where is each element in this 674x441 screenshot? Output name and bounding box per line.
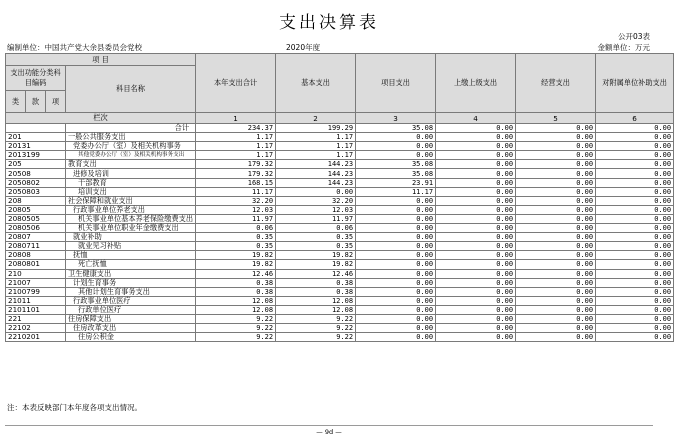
header-col-upper: 上缴上级支出 bbox=[436, 54, 516, 113]
row-business-value: 0.00 bbox=[516, 214, 596, 223]
row-business-value: 0.00 bbox=[516, 205, 596, 214]
row-subsidy-value: 0.00 bbox=[596, 160, 674, 169]
row-total-value: 1.17 bbox=[196, 133, 276, 142]
row-upper-value: 0.00 bbox=[436, 133, 516, 142]
page-number: — 9d — bbox=[316, 428, 342, 436]
page-title: 支出决算表 bbox=[279, 13, 379, 33]
table-row bbox=[6, 260, 674, 269]
row-project-value: 0.00 bbox=[356, 233, 436, 242]
row-business-value: 0.00 bbox=[516, 278, 596, 287]
row-subsidy-value: 0.00 bbox=[596, 314, 674, 323]
row-business-value: 0.00 bbox=[516, 233, 596, 242]
row-project-value: 0.00 bbox=[356, 142, 436, 151]
row-total-value: 19.82 bbox=[196, 260, 276, 269]
row-business-value: 0.00 bbox=[516, 314, 596, 323]
row-project-value: 0.00 bbox=[356, 260, 436, 269]
row-name: 行政单位医疗 bbox=[66, 305, 196, 314]
row-upper-value: 0.00 bbox=[436, 260, 516, 269]
row-total-value: 179.32 bbox=[196, 169, 276, 178]
row-basic-value: 1.17 bbox=[276, 151, 356, 160]
row-name: 党委办公厅（室）及相关机构事务 bbox=[66, 142, 196, 151]
row-project-value: 0.00 bbox=[356, 196, 436, 205]
row-business-value: 0.00 bbox=[516, 160, 596, 169]
header-col-total: 本年支出合计 bbox=[196, 54, 276, 113]
form-number: 公开03表 bbox=[617, 32, 650, 41]
row-basic-value: 19.82 bbox=[276, 260, 356, 269]
row-subsidy-value: 0.00 bbox=[596, 205, 674, 214]
row-code: 205 bbox=[6, 160, 66, 169]
row-upper-value: 0.00 bbox=[436, 324, 516, 333]
row-subsidy-value: 0.00 bbox=[596, 260, 674, 269]
row-upper-value: 0.00 bbox=[436, 224, 516, 233]
row-basic-value: 144.23 bbox=[276, 178, 356, 187]
row-project-value: 0.00 bbox=[356, 296, 436, 305]
row-total-value: 0.35 bbox=[196, 233, 276, 242]
row-basic-value: 0.06 bbox=[276, 224, 356, 233]
row-subsidy-value: 0.00 bbox=[596, 187, 674, 196]
row-name: 行政事业单位医疗 bbox=[66, 296, 196, 305]
row-name: 住房改革支出 bbox=[66, 324, 196, 333]
row-code: 21007 bbox=[6, 278, 66, 287]
row-name: 其他党委办公厅（室）及相关机构事务支出 bbox=[66, 151, 196, 160]
table-row bbox=[6, 269, 674, 278]
row-basic-value: 199.29 bbox=[276, 124, 356, 133]
row-subsidy-value: 0.00 bbox=[596, 233, 674, 242]
row-subsidy-value: 0.00 bbox=[596, 251, 674, 260]
header-col-number: 3 bbox=[356, 113, 436, 124]
header-col-subsidy: 对附属单位补助支出 bbox=[596, 54, 674, 113]
row-subsidy-value: 0.00 bbox=[596, 296, 674, 305]
row-total-value: 9.22 bbox=[196, 324, 276, 333]
header-code-group: 支出功能分类科目编码 bbox=[6, 66, 66, 91]
table-row bbox=[6, 151, 674, 160]
row-upper-value: 0.00 bbox=[436, 205, 516, 214]
row-name: 其他计划生育事务支出 bbox=[66, 287, 196, 296]
row-upper-value: 0.00 bbox=[436, 278, 516, 287]
table-row bbox=[6, 160, 674, 169]
row-name: 死亡抚恤 bbox=[66, 260, 196, 269]
row-business-value: 0.00 bbox=[516, 324, 596, 333]
row-total-value: 32.20 bbox=[196, 196, 276, 205]
row-subsidy-value: 0.00 bbox=[596, 196, 674, 205]
table-body bbox=[6, 124, 674, 342]
row-upper-value: 0.00 bbox=[436, 305, 516, 314]
row-project-value: 0.00 bbox=[356, 242, 436, 251]
table-row bbox=[6, 278, 674, 287]
row-subsidy-value: 0.00 bbox=[596, 224, 674, 233]
row-code: 20808 bbox=[6, 251, 66, 260]
row-subsidy-value: 0.00 bbox=[596, 214, 674, 223]
row-upper-value: 0.00 bbox=[436, 151, 516, 160]
row-total-value: 9.22 bbox=[196, 314, 276, 323]
header-col-business: 经营支出 bbox=[516, 54, 596, 113]
row-project-value: 0.00 bbox=[356, 287, 436, 296]
row-project-value: 0.00 bbox=[356, 314, 436, 323]
row-upper-value: 0.00 bbox=[436, 233, 516, 242]
row-upper-value: 0.00 bbox=[436, 333, 516, 342]
row-name: 卫生健康支出 bbox=[66, 269, 196, 278]
fiscal-year: 2020年度 bbox=[286, 43, 321, 52]
row-code: 20131 bbox=[6, 142, 66, 151]
row-name: 合计 bbox=[66, 124, 196, 133]
row-code: 2080506 bbox=[6, 224, 66, 233]
row-name: 就业见习补贴 bbox=[66, 242, 196, 251]
row-upper-value: 0.00 bbox=[436, 214, 516, 223]
row-code: 2080801 bbox=[6, 260, 66, 269]
row-name: 抚恤 bbox=[66, 251, 196, 260]
row-total-value: 168.15 bbox=[196, 178, 276, 187]
table-row bbox=[6, 296, 674, 305]
row-name: 住房公积金 bbox=[66, 333, 196, 342]
row-code: 2080711 bbox=[6, 242, 66, 251]
row-subsidy-value: 0.00 bbox=[596, 305, 674, 314]
row-project-value: 0.00 bbox=[356, 214, 436, 223]
row-name: 机关事业单位职业年金缴费支出 bbox=[66, 224, 196, 233]
row-subsidy-value: 0.00 bbox=[596, 269, 674, 278]
row-subsidy-value: 0.00 bbox=[596, 242, 674, 251]
row-project-value: 0.00 bbox=[356, 224, 436, 233]
row-basic-value: 1.17 bbox=[276, 133, 356, 142]
row-basic-value: 0.35 bbox=[276, 242, 356, 251]
row-basic-value: 9.22 bbox=[276, 314, 356, 323]
row-project-value: 35.08 bbox=[356, 160, 436, 169]
row-business-value: 0.00 bbox=[516, 142, 596, 151]
row-basic-value: 9.22 bbox=[276, 324, 356, 333]
row-basic-value: 12.46 bbox=[276, 269, 356, 278]
row-total-value: 12.08 bbox=[196, 296, 276, 305]
row-project-value: 0.00 bbox=[356, 251, 436, 260]
row-upper-value: 0.00 bbox=[436, 269, 516, 278]
row-project-value: 0.00 bbox=[356, 324, 436, 333]
row-basic-value: 12.08 bbox=[276, 305, 356, 314]
row-name: 培训支出 bbox=[66, 187, 196, 196]
row-subsidy-value: 0.00 bbox=[596, 124, 674, 133]
row-project-value: 0.00 bbox=[356, 333, 436, 342]
row-business-value: 0.00 bbox=[516, 296, 596, 305]
row-total-value: 9.22 bbox=[196, 333, 276, 342]
row-project-value: 11.17 bbox=[356, 187, 436, 196]
row-subsidy-value: 0.00 bbox=[596, 278, 674, 287]
row-subsidy-value: 0.00 bbox=[596, 133, 674, 142]
row-upper-value: 0.00 bbox=[436, 169, 516, 178]
row-total-value: 1.17 bbox=[196, 151, 276, 160]
footer-divider bbox=[5, 425, 653, 426]
row-subsidy-value: 0.00 bbox=[596, 324, 674, 333]
row-total-value: 0.38 bbox=[196, 287, 276, 296]
row-project-value: 0.00 bbox=[356, 133, 436, 142]
row-upper-value: 0.00 bbox=[436, 296, 516, 305]
row-basic-value: 32.20 bbox=[276, 196, 356, 205]
table-note: 注：本表反映部门本年度各项支出情况。 bbox=[7, 403, 142, 412]
row-total-value: 234.37 bbox=[196, 124, 276, 133]
row-basic-value: 0.00 bbox=[276, 187, 356, 196]
row-basic-value: 144.23 bbox=[276, 169, 356, 178]
row-upper-value: 0.00 bbox=[436, 242, 516, 251]
row-upper-value: 0.00 bbox=[436, 142, 516, 151]
row-business-value: 0.00 bbox=[516, 260, 596, 269]
table-row bbox=[6, 178, 674, 187]
table-row bbox=[6, 187, 674, 196]
header-item-name: 科目名称 bbox=[66, 66, 196, 113]
row-code: 20508 bbox=[6, 169, 66, 178]
row-subsidy-value: 0.00 bbox=[596, 178, 674, 187]
row-business-value: 0.00 bbox=[516, 269, 596, 278]
row-name: 就业补助 bbox=[66, 233, 196, 242]
row-basic-value: 11.97 bbox=[276, 214, 356, 223]
table-row bbox=[6, 287, 674, 296]
header-col-number: 5 bbox=[516, 113, 596, 124]
row-project-value: 0.00 bbox=[356, 305, 436, 314]
row-business-value: 0.00 bbox=[516, 224, 596, 233]
row-basic-value: 144.23 bbox=[276, 160, 356, 169]
row-code: 210 bbox=[6, 269, 66, 278]
row-code: 208 bbox=[6, 196, 66, 205]
row-business-value: 0.00 bbox=[516, 133, 596, 142]
row-basic-value: 0.38 bbox=[276, 278, 356, 287]
row-project-value: 35.08 bbox=[356, 169, 436, 178]
expenditure-table bbox=[5, 53, 674, 342]
compiling-unit: 编制单位：中国共产党大余县委员会党校 bbox=[7, 43, 142, 52]
row-total-value: 179.32 bbox=[196, 160, 276, 169]
row-code: 221 bbox=[6, 314, 66, 323]
row-name: 行政事业单位养老支出 bbox=[66, 205, 196, 214]
table-row bbox=[6, 242, 674, 251]
row-total-value: 19.82 bbox=[196, 251, 276, 260]
row-project-value: 0.00 bbox=[356, 205, 436, 214]
row-upper-value: 0.00 bbox=[436, 160, 516, 169]
table-row bbox=[6, 333, 674, 342]
row-code: 2210201 bbox=[6, 333, 66, 342]
row-business-value: 0.00 bbox=[516, 305, 596, 314]
row-project-value: 0.00 bbox=[356, 269, 436, 278]
row-upper-value: 0.00 bbox=[436, 287, 516, 296]
row-business-value: 0.00 bbox=[516, 151, 596, 160]
row-name: 计划生育事务 bbox=[66, 278, 196, 287]
row-business-value: 0.00 bbox=[516, 124, 596, 133]
row-code: 2101101 bbox=[6, 305, 66, 314]
row-business-value: 0.00 bbox=[516, 333, 596, 342]
row-subsidy-value: 0.00 bbox=[596, 151, 674, 160]
row-upper-value: 0.00 bbox=[436, 178, 516, 187]
row-basic-value: 12.08 bbox=[276, 296, 356, 305]
row-name: 住房保障支出 bbox=[66, 314, 196, 323]
row-project-value: 0.00 bbox=[356, 151, 436, 160]
header-col-basic: 基本支出 bbox=[276, 54, 356, 113]
row-subsidy-value: 0.00 bbox=[596, 287, 674, 296]
row-upper-value: 0.00 bbox=[436, 187, 516, 196]
row-code: 2100799 bbox=[6, 287, 66, 296]
row-basic-value: 0.38 bbox=[276, 287, 356, 296]
row-total-value: 12.08 bbox=[196, 305, 276, 314]
header-class: 类 bbox=[6, 91, 26, 113]
row-name: 社会保障和就业支出 bbox=[66, 196, 196, 205]
row-total-value: 0.38 bbox=[196, 278, 276, 287]
header-col-number: 1 bbox=[196, 113, 276, 124]
header-row-index: 栏次 bbox=[6, 113, 196, 124]
row-code: 2013199 bbox=[6, 151, 66, 160]
row-basic-value: 9.22 bbox=[276, 333, 356, 342]
table-row bbox=[6, 196, 674, 205]
row-business-value: 0.00 bbox=[516, 178, 596, 187]
header-col-number: 4 bbox=[436, 113, 516, 124]
row-total-value: 11.17 bbox=[196, 187, 276, 196]
row-upper-value: 0.00 bbox=[436, 251, 516, 260]
table-row bbox=[6, 224, 674, 233]
row-business-value: 0.00 bbox=[516, 196, 596, 205]
row-upper-value: 0.00 bbox=[436, 124, 516, 133]
header-section: 款 bbox=[26, 91, 46, 113]
table-row bbox=[6, 142, 674, 151]
row-total-value: 11.97 bbox=[196, 214, 276, 223]
row-code: 20807 bbox=[6, 233, 66, 242]
row-name: 进修及培训 bbox=[66, 169, 196, 178]
row-subsidy-value: 0.00 bbox=[596, 169, 674, 178]
table-row bbox=[6, 169, 674, 178]
row-subsidy-value: 0.00 bbox=[596, 333, 674, 342]
header-col-number: 2 bbox=[276, 113, 356, 124]
row-code: 2050803 bbox=[6, 187, 66, 196]
row-code: 2080505 bbox=[6, 214, 66, 223]
row-basic-value: 19.82 bbox=[276, 251, 356, 260]
row-upper-value: 0.00 bbox=[436, 196, 516, 205]
row-business-value: 0.00 bbox=[516, 242, 596, 251]
row-code: 20805 bbox=[6, 205, 66, 214]
row-basic-value: 1.17 bbox=[276, 142, 356, 151]
row-total-value: 12.46 bbox=[196, 269, 276, 278]
row-name: 干部教育 bbox=[66, 178, 196, 187]
row-upper-value: 0.00 bbox=[436, 314, 516, 323]
header-entry: 项 bbox=[46, 91, 66, 113]
header-col-project: 项目支出 bbox=[356, 54, 436, 113]
header-col-number: 6 bbox=[596, 113, 674, 124]
row-code: 22102 bbox=[6, 324, 66, 333]
row-total-value: 0.06 bbox=[196, 224, 276, 233]
row-code: 21011 bbox=[6, 296, 66, 305]
row-subsidy-value: 0.00 bbox=[596, 142, 674, 151]
row-business-value: 0.00 bbox=[516, 169, 596, 178]
row-business-value: 0.00 bbox=[516, 287, 596, 296]
header-project: 项 目 bbox=[6, 54, 196, 66]
row-name: 机关事业单位基本养老保险缴费支出 bbox=[66, 214, 196, 223]
row-total-value: 12.03 bbox=[196, 205, 276, 214]
row-project-value: 23.91 bbox=[356, 178, 436, 187]
row-basic-value: 12.03 bbox=[276, 205, 356, 214]
row-total-value: 1.17 bbox=[196, 142, 276, 151]
row-code: 2050802 bbox=[6, 178, 66, 187]
row-business-value: 0.00 bbox=[516, 251, 596, 260]
row-business-value: 0.00 bbox=[516, 187, 596, 196]
row-project-value: 0.00 bbox=[356, 278, 436, 287]
row-name: 一般公共服务支出 bbox=[66, 133, 196, 142]
row-project-value: 35.08 bbox=[356, 124, 436, 133]
row-name: 教育支出 bbox=[66, 160, 196, 169]
row-code: 201 bbox=[6, 133, 66, 142]
row-basic-value: 0.35 bbox=[276, 233, 356, 242]
money-unit: 金额单位：万元 bbox=[597, 43, 650, 52]
row-total-value: 0.35 bbox=[196, 242, 276, 251]
